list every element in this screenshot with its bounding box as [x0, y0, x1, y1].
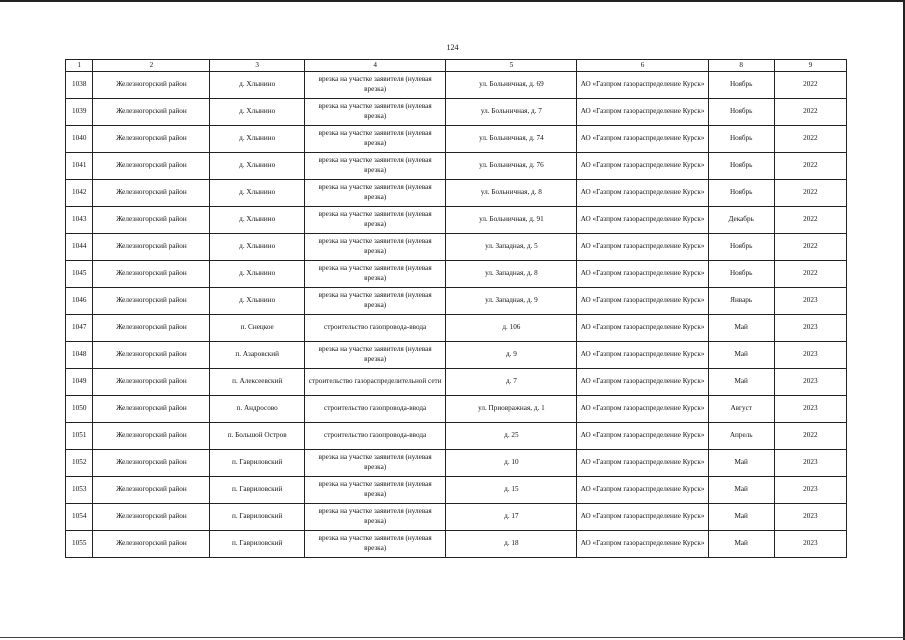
district-cell: Железногорский район	[93, 153, 210, 180]
district-cell: Железногорский район	[93, 288, 210, 315]
district-cell: Железногорский район	[93, 504, 210, 531]
work-type-cell: врезка на участке заявителя (нулевая врезка)	[304, 180, 445, 207]
row-number-cell: 1049	[66, 369, 93, 396]
organization-cell: АО «Газпром газораспределение Курск»	[577, 315, 708, 342]
district-cell: Железногорский район	[93, 234, 210, 261]
header-col-4: 4	[304, 60, 445, 72]
district-cell: Железногорский район	[93, 207, 210, 234]
row-number-cell: 1043	[66, 207, 93, 234]
month-cell: Май	[708, 531, 774, 558]
table-row	[66, 207, 847, 234]
work-type-cell: врезка на участке заявителя (нулевая врезка)	[304, 72, 445, 99]
locality-cell: п. Гавриловский	[210, 477, 305, 504]
work-type-cell: строительство газораспределительной сети	[304, 369, 445, 396]
organization-cell: АО «Газпром газораспределение Курск»	[577, 423, 708, 450]
table-row	[66, 342, 847, 369]
year-cell: 2023	[774, 531, 846, 558]
table-row	[66, 288, 847, 315]
organization-cell: АО «Газпром газораспределение Курск»	[577, 396, 708, 423]
locality-cell: п. Азаровский	[210, 342, 305, 369]
address-cell: д. 25	[446, 423, 577, 450]
table-header	[66, 60, 847, 72]
month-cell: Ноябрь	[708, 99, 774, 126]
header-col-6: 6	[577, 60, 708, 72]
work-type-cell: врезка на участке заявителя (нулевая врезка)	[304, 477, 445, 504]
month-cell: Декабрь	[708, 207, 774, 234]
district-cell: Железногорский район	[93, 72, 210, 99]
address-cell: ул. Западная, д. 5	[446, 234, 577, 261]
year-cell: 2023	[774, 288, 846, 315]
locality-cell: д. Хлынино	[210, 234, 305, 261]
work-type-cell: врезка на участке заявителя (нулевая врезка)	[304, 261, 445, 288]
work-type-cell: врезка на участке заявителя (нулевая врезка)	[304, 234, 445, 261]
organization-cell: АО «Газпром газораспределение Курск»	[577, 504, 708, 531]
address-cell: ул. Больничная, д. 8	[446, 180, 577, 207]
work-type-cell: врезка на участке заявителя (нулевая врезка)	[304, 450, 445, 477]
table-row	[66, 261, 847, 288]
locality-cell: п. Гавриловский	[210, 450, 305, 477]
table-row	[66, 315, 847, 342]
row-number-cell: 1042	[66, 180, 93, 207]
locality-cell: д. Хлынино	[210, 153, 305, 180]
organization-cell: АО «Газпром газораспределение Курск»	[577, 477, 708, 504]
month-cell: Май	[708, 315, 774, 342]
address-cell: ул. Больничная, д. 74	[446, 126, 577, 153]
month-cell: Ноябрь	[708, 180, 774, 207]
address-cell: ул. Приовражная, д. 1	[446, 396, 577, 423]
row-number-cell: 1055	[66, 531, 93, 558]
address-cell: д. 17	[446, 504, 577, 531]
work-type-cell: врезка на участке заявителя (нулевая врезка)	[304, 288, 445, 315]
locality-cell: д. Хлынино	[210, 288, 305, 315]
month-cell: Май	[708, 477, 774, 504]
header-row	[66, 60, 847, 72]
work-type-cell: врезка на участке заявителя (нулевая врезка)	[304, 153, 445, 180]
month-cell: Май	[708, 342, 774, 369]
table-row	[66, 423, 847, 450]
address-cell: д. 106	[446, 315, 577, 342]
organization-cell: АО «Газпром газораспределение Курск»	[577, 207, 708, 234]
address-cell: ул. Больничная, д. 7	[446, 99, 577, 126]
district-cell: Железногорский район	[93, 99, 210, 126]
table-row	[66, 180, 847, 207]
page-number: 124	[446, 43, 459, 52]
table-row	[66, 531, 847, 558]
row-number-cell: 1044	[66, 234, 93, 261]
work-type-cell: врезка на участке заявителя (нулевая врезка)	[304, 531, 445, 558]
district-cell: Железногорский район	[93, 126, 210, 153]
month-cell: Апрель	[708, 423, 774, 450]
locality-cell: д. Хлынино	[210, 207, 305, 234]
address-cell: ул. Больничная, д. 69	[446, 72, 577, 99]
work-type-cell: врезка на участке заявителя (нулевая врезка)	[304, 342, 445, 369]
header-col-3: 3	[210, 60, 305, 72]
year-cell: 2023	[774, 504, 846, 531]
year-cell: 2023	[774, 477, 846, 504]
row-number-cell: 1047	[66, 315, 93, 342]
district-cell: Железногорский район	[93, 477, 210, 504]
year-cell: 2023	[774, 342, 846, 369]
year-cell: 2023	[774, 450, 846, 477]
locality-cell: п. Гавриловский	[210, 531, 305, 558]
row-number-cell: 1054	[66, 504, 93, 531]
row-number-cell: 1040	[66, 126, 93, 153]
row-number-cell: 1041	[66, 153, 93, 180]
district-cell: Железногорский район	[93, 261, 210, 288]
address-cell: д. 15	[446, 477, 577, 504]
bottom-border-line	[0, 637, 905, 638]
organization-cell: АО «Газпром газораспределение Курск»	[577, 288, 708, 315]
address-cell: ул. Западная, д. 9	[446, 288, 577, 315]
address-cell: ул. Больничная, д. 76	[446, 153, 577, 180]
month-cell: Ноябрь	[708, 72, 774, 99]
year-cell: 2022	[774, 423, 846, 450]
locality-cell: п. Алексеевский	[210, 369, 305, 396]
header-col-2: 2	[93, 60, 210, 72]
year-cell: 2022	[774, 207, 846, 234]
district-cell: Железногорский район	[93, 369, 210, 396]
work-type-cell: врезка на участке заявителя (нулевая врезка)	[304, 99, 445, 126]
header-col-5: 5	[446, 60, 577, 72]
table-row	[66, 396, 847, 423]
row-number-cell: 1046	[66, 288, 93, 315]
table-row	[66, 234, 847, 261]
table-row	[66, 369, 847, 396]
organization-cell: АО «Газпром газораспределение Курск»	[577, 450, 708, 477]
organization-cell: АО «Газпром газораспределение Курск»	[577, 72, 708, 99]
address-cell: д. 10	[446, 450, 577, 477]
table-row	[66, 450, 847, 477]
district-cell: Железногорский район	[93, 450, 210, 477]
top-border-line	[0, 0, 905, 2]
work-type-cell: врезка на участке заявителя (нулевая врезка)	[304, 126, 445, 153]
district-cell: Железногорский район	[93, 423, 210, 450]
organization-cell: АО «Газпром газораспределение Курск»	[577, 126, 708, 153]
header-col-9: 9	[774, 60, 846, 72]
work-type-cell: строительство газопровода-ввода	[304, 396, 445, 423]
organization-cell: АО «Газпром газораспределение Курск»	[577, 261, 708, 288]
locality-cell: п. Гавриловский	[210, 504, 305, 531]
organization-cell: АО «Газпром газораспределение Курск»	[577, 369, 708, 396]
work-type-cell: строительство газопровода-ввода	[304, 423, 445, 450]
district-cell: Железногорский район	[93, 315, 210, 342]
address-cell: ул. Западная, д. 8	[446, 261, 577, 288]
row-number-cell: 1051	[66, 423, 93, 450]
organization-cell: АО «Газпром газораспределение Курск»	[577, 234, 708, 261]
organization-cell: АО «Газпром газораспределение Курск»	[577, 342, 708, 369]
work-type-cell: строительство газопровода-ввода	[304, 315, 445, 342]
table-body	[66, 72, 847, 558]
row-number-cell: 1048	[66, 342, 93, 369]
table-row	[66, 126, 847, 153]
row-number-cell: 1050	[66, 396, 93, 423]
locality-cell: д. Хлынино	[210, 126, 305, 153]
table-row	[66, 504, 847, 531]
year-cell: 2022	[774, 99, 846, 126]
locality-cell: п. Снецкое	[210, 315, 305, 342]
district-cell: Железногорский район	[93, 342, 210, 369]
organization-cell: АО «Газпром газораспределение Курск»	[577, 180, 708, 207]
month-cell: Январь	[708, 288, 774, 315]
table-row	[66, 72, 847, 99]
organization-cell: АО «Газпром газораспределение Курск»	[577, 99, 708, 126]
locality-cell: д. Хлынино	[210, 261, 305, 288]
locality-cell: д. Хлынино	[210, 180, 305, 207]
year-cell: 2022	[774, 261, 846, 288]
table-row	[66, 99, 847, 126]
year-cell: 2023	[774, 315, 846, 342]
row-number-cell: 1052	[66, 450, 93, 477]
month-cell: Ноябрь	[708, 126, 774, 153]
row-number-cell: 1039	[66, 99, 93, 126]
locality-cell: п. Андросово	[210, 396, 305, 423]
year-cell: 2023	[774, 396, 846, 423]
address-cell: д. 7	[446, 369, 577, 396]
month-cell: Май	[708, 369, 774, 396]
address-cell: д. 18	[446, 531, 577, 558]
district-cell: Железногорский район	[93, 531, 210, 558]
year-cell: 2023	[774, 369, 846, 396]
locality-cell: д. Хлынино	[210, 72, 305, 99]
locality-cell: п. Большой Остров	[210, 423, 305, 450]
organization-cell: АО «Газпром газораспределение Курск»	[577, 531, 708, 558]
row-number-cell: 1053	[66, 477, 93, 504]
month-cell: Май	[708, 504, 774, 531]
year-cell: 2022	[774, 153, 846, 180]
district-cell: Железногорский район	[93, 180, 210, 207]
month-cell: Ноябрь	[708, 234, 774, 261]
district-cell: Железногорский район	[93, 396, 210, 423]
header-col-1: 1	[66, 60, 93, 72]
address-cell: ул. Больничная, д. 91	[446, 207, 577, 234]
month-cell: Ноябрь	[708, 261, 774, 288]
work-type-cell: врезка на участке заявителя (нулевая врезка)	[304, 504, 445, 531]
header-col-8: 8	[708, 60, 774, 72]
work-type-cell: врезка на участке заявителя (нулевая врезка)	[304, 207, 445, 234]
row-number-cell: 1045	[66, 261, 93, 288]
year-cell: 2022	[774, 126, 846, 153]
year-cell: 2022	[774, 180, 846, 207]
table-row	[66, 153, 847, 180]
gasification-schedule-table	[65, 59, 847, 558]
month-cell: Август	[708, 396, 774, 423]
year-cell: 2022	[774, 72, 846, 99]
table-row	[66, 477, 847, 504]
month-cell: Ноябрь	[708, 153, 774, 180]
year-cell: 2022	[774, 234, 846, 261]
organization-cell: АО «Газпром газораспределение Курск»	[577, 153, 708, 180]
address-cell: д. 9	[446, 342, 577, 369]
locality-cell: д. Хлынино	[210, 99, 305, 126]
month-cell: Май	[708, 450, 774, 477]
row-number-cell: 1038	[66, 72, 93, 99]
